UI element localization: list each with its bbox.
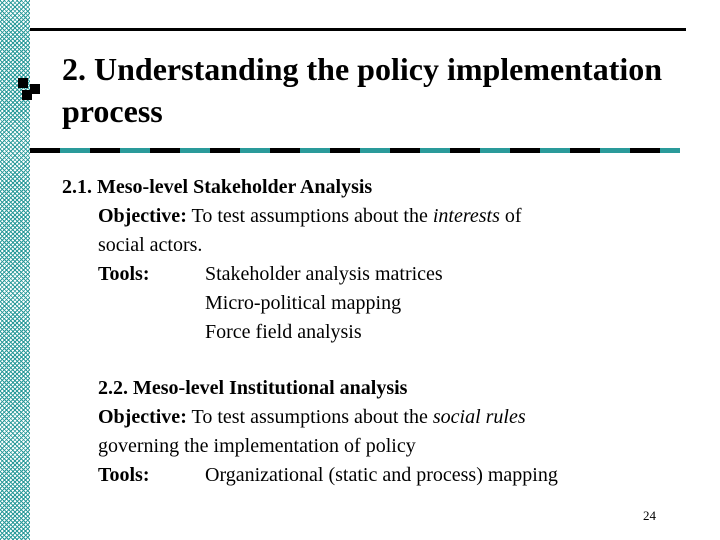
title-divider — [30, 148, 680, 153]
objective-label: Objective: — [98, 205, 187, 227]
tool-item: Stakeholder analysis matrices — [205, 263, 443, 285]
tool-item: Force field analysis — [205, 321, 362, 343]
objective-line — [62, 202, 682, 231]
objective-text: To test assumptions about the — [186, 205, 433, 227]
section-heading: 2.1. Meso-level Stakeholder Analysis — [62, 176, 373, 198]
section-heading: 2.2. Meso-level Institutional analysis — [98, 377, 408, 399]
section-spacer — [62, 347, 682, 374]
tools-row — [62, 260, 682, 289]
objective-emphasis: interests — [432, 205, 500, 227]
tools-label: Tools: — [98, 263, 150, 285]
objective-label: Objective: — [98, 406, 187, 428]
objective-text-end: of — [499, 205, 522, 227]
tools-row — [62, 461, 682, 490]
objective-text: To test assumptions about the — [186, 406, 433, 428]
tool-item: Micro-political mapping — [205, 292, 402, 314]
top-rule — [30, 28, 686, 31]
tool-item: Organizational (static and process) mapping — [205, 464, 558, 486]
objective-line — [62, 403, 682, 432]
page-title: 2. Understanding the policy implementation process — [62, 51, 663, 129]
objective-line-continued: governing the implementation of policy — [98, 435, 416, 457]
slide-body — [62, 173, 682, 490]
page-number: 24 — [643, 508, 656, 523]
objective-emphasis: social rules — [432, 406, 526, 428]
objective-line-continued: social actors. — [98, 234, 203, 256]
tools-label: Tools: — [98, 464, 150, 486]
title-bullet-icon — [18, 78, 42, 102]
